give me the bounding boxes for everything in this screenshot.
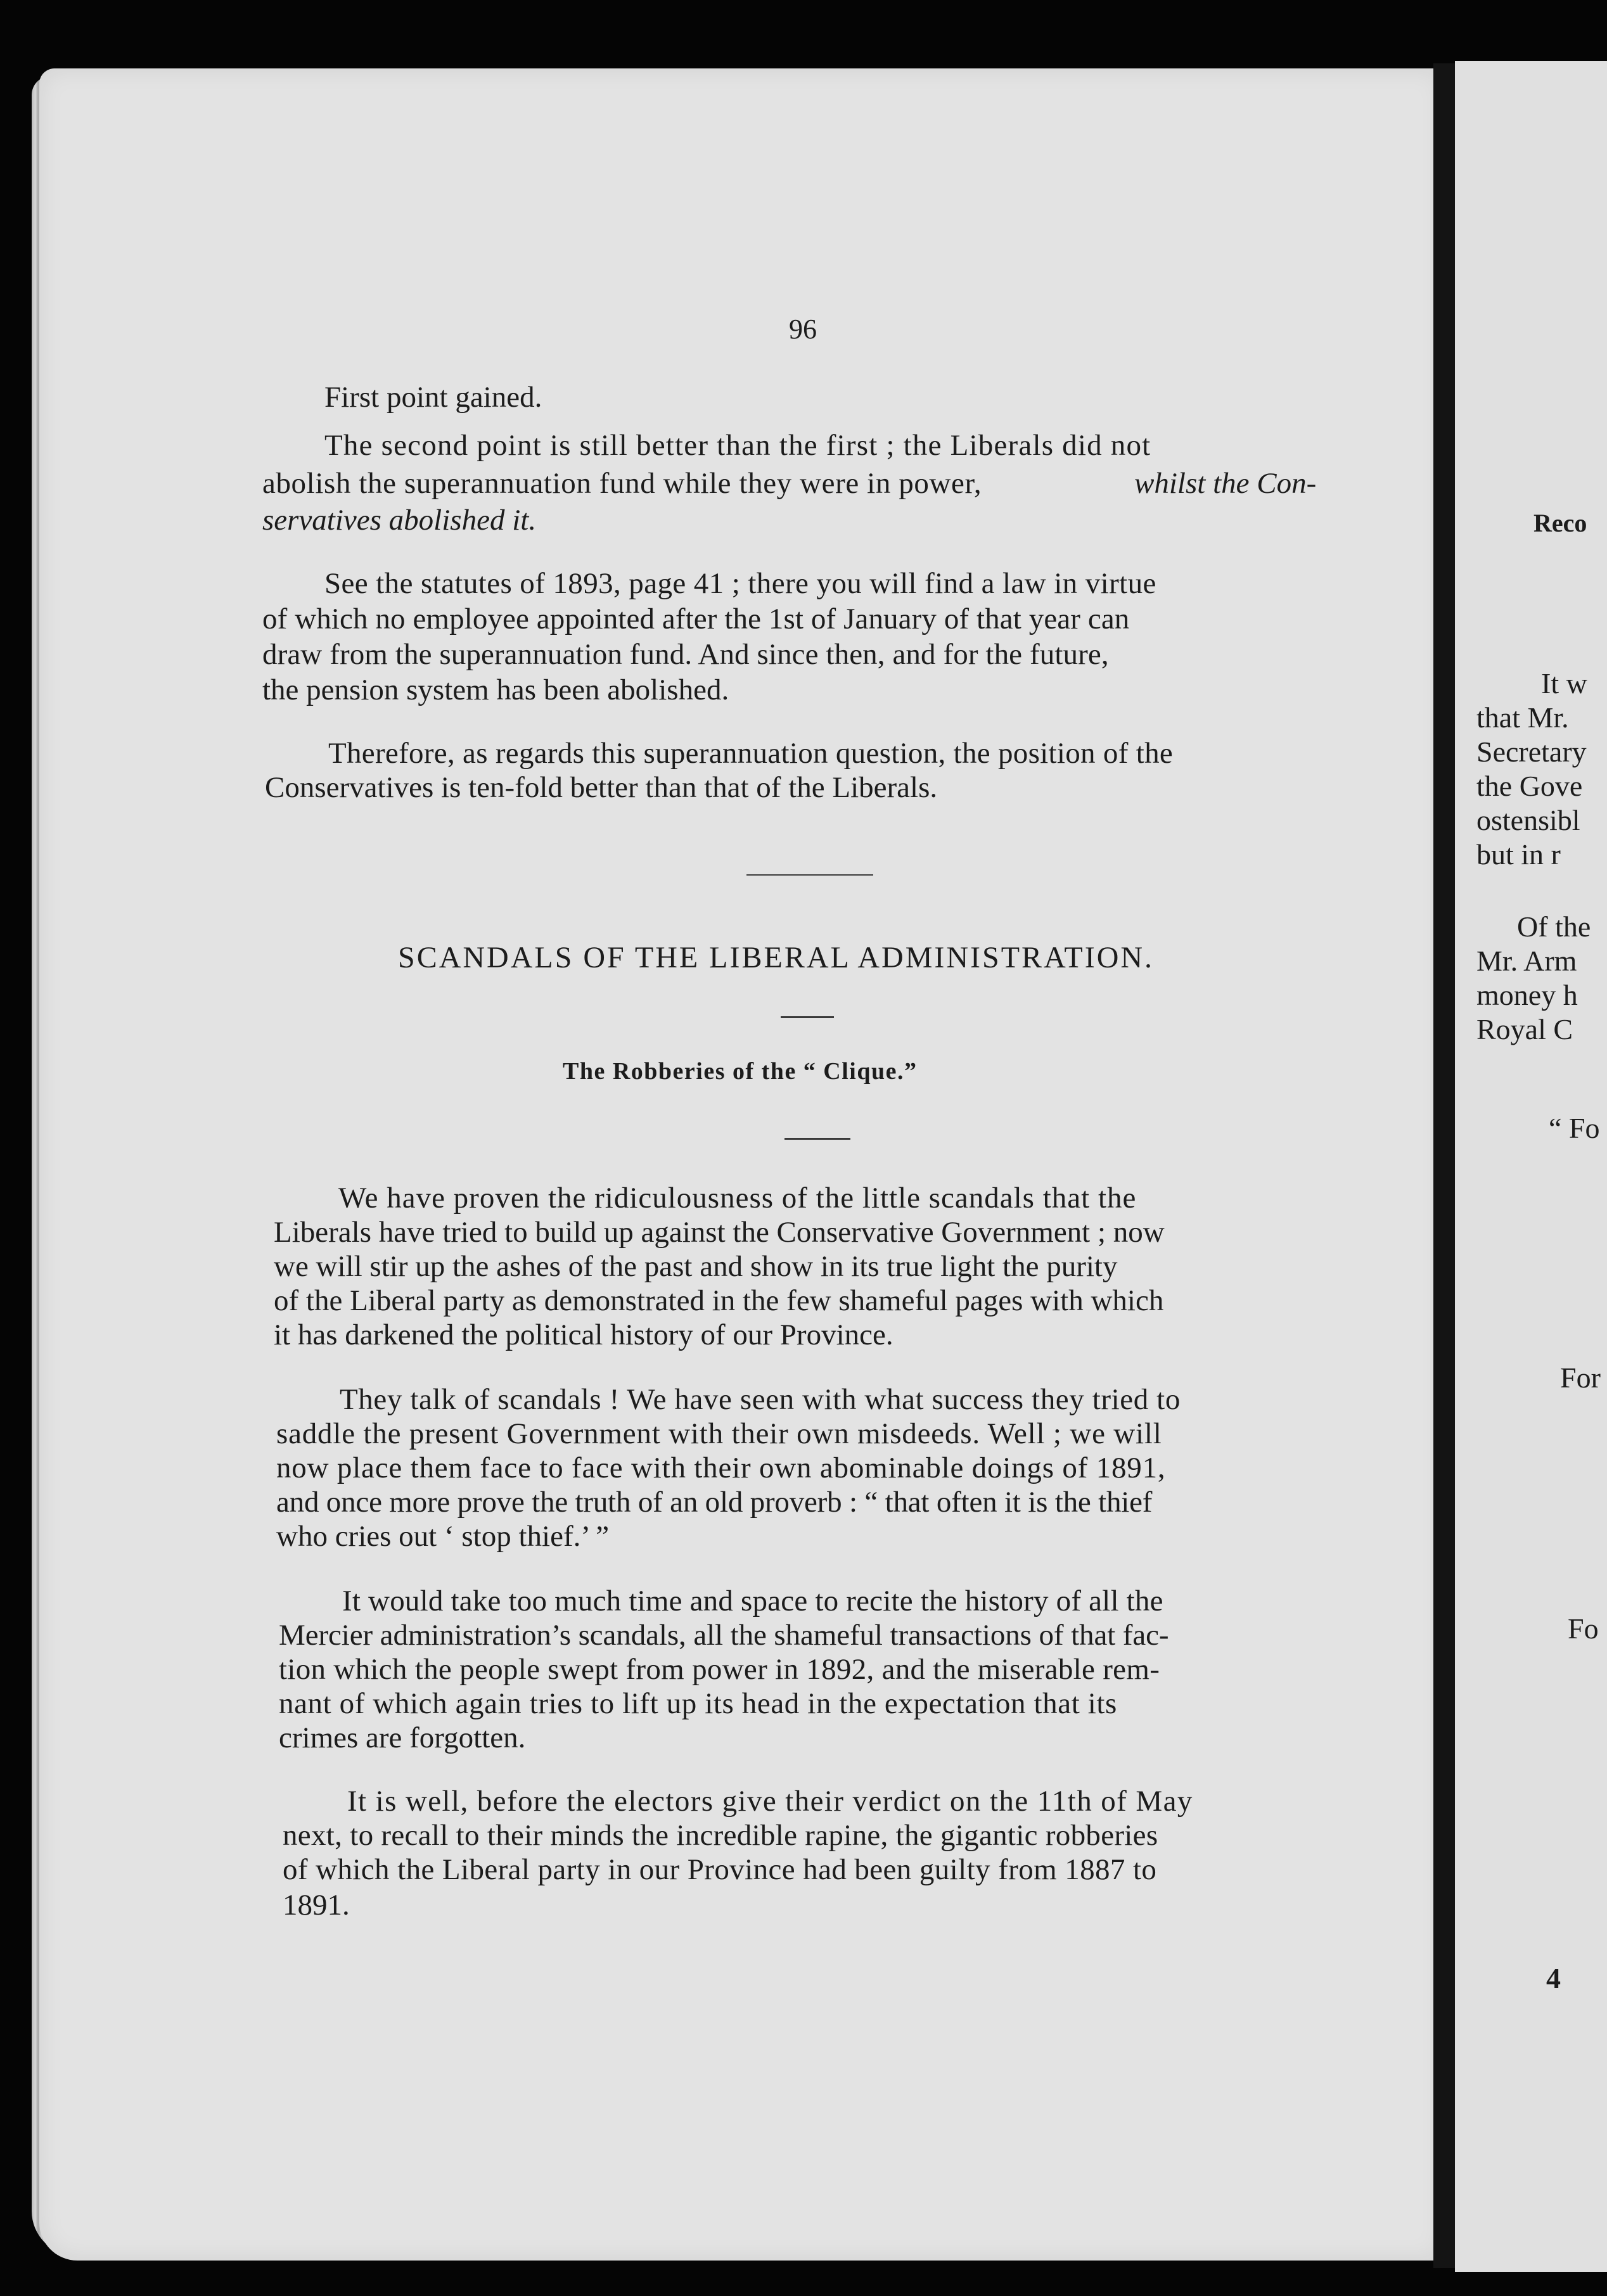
text-line: tion which the people swept from power in 1892, and the miserable rem- (279, 1653, 1160, 1686)
text-line: Mercier administration’s scandals, all the shameful transactions of that fac- (279, 1619, 1169, 1652)
right-page-fragment: money h (1476, 979, 1578, 1011)
text-line: We have proven the ridiculousness of the little scandals that the (338, 1182, 1137, 1215)
right-page-fragment: ostensibl (1476, 804, 1580, 836)
text-line: we will stir up the ashes of the past and show in its true light the purity (274, 1250, 1118, 1283)
text-line: of the Liberal party as demonstrated in the few shameful pages with which (274, 1284, 1164, 1317)
text-line: See the statutes of 1893, page 41 ; there you will find a law in virtue (324, 567, 1156, 600)
text-line: crimes are forgotten. (279, 1721, 526, 1754)
text-line: nant of which again tries to lift up its head in the expectation that its (279, 1687, 1117, 1720)
text-line: of which the Liberal party in our Province had been guilty from 1887 to (283, 1853, 1157, 1886)
text-line: They talk of scandals ! We have seen with what success they tried to (340, 1383, 1181, 1416)
left-page (39, 68, 1443, 2261)
right-page-fragment: Of the (1517, 910, 1591, 943)
section-title: SCANDALS OF THE LIBERAL ADMINISTRATION. (398, 941, 1155, 974)
divider-rule (781, 1016, 834, 1018)
text-line: Conservatives is ten-fold better than that of the Liberals. (265, 771, 938, 804)
text-line: and once more prove the truth of an old proverb : “ that often it is the thief (276, 1486, 1153, 1519)
right-page-fragment: It w (1541, 667, 1587, 699)
subtitle: The Robberies of the “ Clique.” (563, 1058, 918, 1085)
text-line: the pension system has been abolished. (262, 673, 729, 706)
text-line: now place them face to face with their own abominable doings of 1891, (276, 1451, 1166, 1484)
right-page-fragment: Fo (1568, 1612, 1599, 1645)
text-line: It is well, before the electors give their verdict on the 11th of May (347, 1785, 1193, 1818)
text-line: Liberals have tried to build up against the Conservative Government ; now (274, 1216, 1165, 1249)
text-line: abolish the superannuation fund while they were in power, (262, 467, 982, 500)
right-page-fragment: but in r (1476, 838, 1561, 871)
text-line: draw from the superannuation fund. And since then, and for the future, (262, 638, 1109, 671)
right-page-fragment: that Mr. (1476, 701, 1569, 734)
divider-rule (746, 874, 873, 876)
text-line: next, to recall to their minds the incredible rapine, the gigantic robberies (283, 1819, 1158, 1852)
text-line: The second point is still better than the first ; the Liberals did not (324, 429, 1151, 462)
text-line: it has darkened the political history of our Province. (274, 1318, 893, 1351)
book-gutter (1433, 63, 1455, 2268)
right-page-fragment: “ Fo (1549, 1112, 1600, 1144)
right-page (1455, 61, 1607, 2272)
right-page-fragment: the Gove (1476, 770, 1583, 802)
text-line: saddle the present Government with their own misdeeds. Well ; we will (276, 1417, 1162, 1450)
italic-text: whilst the Con- (1134, 467, 1317, 500)
right-page-fragment: Royal C (1476, 1013, 1573, 1045)
divider-rule (784, 1138, 850, 1140)
right-page-fragment: Secretary (1476, 736, 1587, 768)
right-page-fragment: Reco (1533, 509, 1587, 537)
text-line: 1891. (283, 1889, 350, 1922)
italic-text: servatives abolished it. (262, 504, 537, 537)
text-line: First point gained. (324, 381, 542, 414)
right-page-number: 4 (1546, 1962, 1561, 1994)
right-page-fragment: For (1560, 1362, 1601, 1394)
text-line: of which no employee appointed after the 1st of January of that year can (262, 603, 1130, 635)
text-line: It would take too much time and space to recite the history of all the (342, 1585, 1163, 1617)
page-number: 96 (789, 314, 817, 345)
text-line: Therefore, as regards this superannuation question, the position of the (328, 737, 1174, 770)
right-page-fragment: Mr. Arm (1476, 945, 1577, 977)
text-line: who cries out ‘ stop thief.’ ” (276, 1520, 610, 1553)
